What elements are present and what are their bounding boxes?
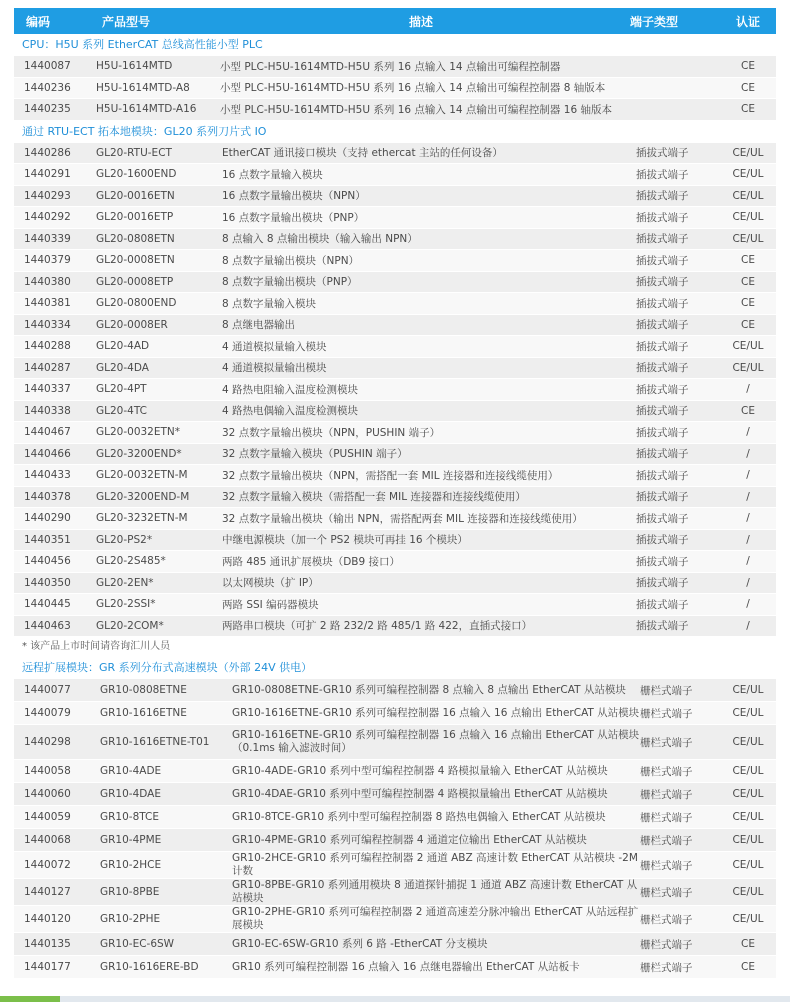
table-body [14,34,776,979]
cell-code: 1440456 [24,555,71,568]
cell-code: 1440059 [24,811,71,823]
cell-desc: GR10-2HCE-GR10 系列可编程控制器 2 通道 ABZ 高速计数 EtherCAT 从站模块 -2M 计数 [232,852,638,877]
table-row [14,906,776,933]
cell-desc: 两路串口模块（可扩 2 路 232/2 路 485/1 路 422，直插式接口） [222,620,533,633]
cell-code: 1440380 [24,275,71,288]
cell-term: 插拔式端子 [636,147,689,160]
cell-code: 1440079 [24,707,71,719]
cell-model: GR10-1616ERE-BD [100,961,199,973]
section-1 [14,34,776,121]
cell-cert: / [746,469,750,482]
cell-cert: CE [741,938,755,950]
cell-term: 插拔式端子 [636,598,689,611]
cell-desc: 小型 PLC-H5U-1614MTD-H5U 系列 16 点输入 14 点输出可编程控制器 16 轴版本 [220,103,612,116]
cell-desc: 小型 PLC-H5U-1614MTD-H5U 系列 16 点输入 14 点输出可编程控制器 8 轴版本 [220,82,606,95]
cell-desc: GR10-4ADE-GR10 系列中型可编程控制器 4 路模拟量输入 EtherCAT 从站模块 [232,764,608,777]
cell-code: 1440135 [24,938,71,950]
header-term: 端子类型 [630,14,679,29]
cell-desc: 32 点数字量输出模块（NPN，PUSHIN 端子） [222,426,441,439]
cell-model: GL20-3200END-M [96,490,190,503]
cell-desc: 8 点数字量输出模块（PNP） [222,276,358,289]
cell-code: 1440381 [24,297,71,310]
cell-model: H5U-1614MTD-A16 [96,103,197,116]
cell-term: 插拔式端子 [636,383,689,396]
cell-term: 栅栏式端子 [640,811,693,824]
cell-cert: CE/UL [732,765,764,777]
cell-desc: 4 通道模拟量输入模块 [222,340,327,353]
cell-term: 插拔式端子 [636,190,689,203]
cell-cert: / [746,555,750,568]
cell-desc: 16 点数字量输出模块（PNP） [222,211,365,224]
cell-term: 栅栏式端子 [640,938,693,951]
table-row [14,829,776,852]
table-row [14,760,776,783]
cell-model: GR10-EC-6SW [100,938,175,950]
section-title: 通过 RTU-ECT 拓本地模块：GL20 系列刀片式 IO [22,124,267,138]
cell-code: 1440127 [24,886,71,898]
cell-code: 1440433 [24,469,71,482]
cell-cert: / [746,447,750,460]
cell-cert: CE [741,275,755,288]
cell-code: 1440334 [24,318,71,331]
cell-code: 1440339 [24,232,71,245]
cell-term: 插拔式端子 [636,276,689,289]
cell-term: 插拔式端子 [636,512,689,525]
cell-desc: GR10-4PME-GR10 系列可编程控制器 4 通道定位输出 EtherCAT 从站模块 [232,833,587,846]
table-row [14,336,776,358]
cell-desc: 两路 SSI 编码器模块 [222,598,319,611]
cell-code: 1440379 [24,254,71,267]
cell-code: 1440293 [24,189,71,202]
cell-cert: CE/UL [732,340,764,353]
cell-desc: 8 点数字量输出模块（NPN） [222,254,360,267]
cell-desc: 16 点数字量输出模块（NPN） [222,190,366,203]
cell-model: GL20-0032ETN* [96,426,181,439]
product-table [14,8,776,979]
cell-desc: GR10-0808ETNE-GR10 系列可编程控制器 8 点输入 8 点输出 EtherCAT 从站模块 [232,683,626,696]
table-row [14,933,776,956]
cell-cert: CE [741,60,755,73]
cell-code: 1440292 [24,211,71,224]
cell-desc: 8 点输入 8 点输出模块（输入输出 NPN） [222,233,418,246]
table-row [14,594,776,616]
cell-cert: CE/UL [732,211,764,224]
table-row [14,143,776,165]
cell-code: 1440463 [24,619,71,632]
cell-desc: 小型 PLC-H5U-1614MTD-H5U 系列 16 点输入 14 点输出可编程控制器 [220,60,561,73]
cell-desc: 32 点数字量输出模块（输出 NPN，需搭配两套 MIL 连接器和连接线缆使用） [222,512,583,525]
footer-divider [60,996,790,1002]
cell-cert: CE [741,297,755,310]
table-row [14,422,776,444]
cell-code: 1440235 [24,103,71,116]
cell-code: 1440351 [24,533,71,546]
table-row [14,852,776,879]
cell-desc: GR10-4DAE-GR10 系列中型可编程控制器 4 路模拟量输出 EtherCAT 从站模块 [232,787,608,800]
cell-cert: CE/UL [732,168,764,181]
table-row [14,315,776,337]
cell-cert: CE [741,404,755,417]
cell-desc: 两路 485 通讯扩展模块（DB9 接口） [222,555,401,568]
cell-code: 1440466 [24,447,71,460]
cell-desc: 32 点数字量输入模块（需搭配一套 MIL 连接器和连接线缆使用） [222,491,526,504]
cell-code: 1440290 [24,512,71,525]
cell-term: 插拔式端子 [636,577,689,590]
table-row [14,99,776,121]
cell-model: GL20-PS2* [96,533,153,546]
header-code: 编码 [26,14,51,29]
cell-desc: 16 点数字量输入模块 [222,168,323,181]
cell-term: 栅栏式端子 [640,788,693,801]
cell-cert: CE [741,318,755,331]
cell-cert: CE/UL [732,788,764,800]
cell-code: 1440060 [24,788,71,800]
cell-code: 1440338 [24,404,71,417]
cell-cert: / [746,619,750,632]
cell-term: 插拔式端子 [636,340,689,353]
cell-cert: CE/UL [732,232,764,245]
cell-model: GR10-1616ETNE-T01 [100,736,210,748]
cell-desc: 4 路热电偶输入温度检测模块 [222,405,359,418]
table-row [14,725,776,760]
cell-desc: 以太网模块（扩 IP） [222,577,319,590]
cell-code: 1440236 [24,81,71,94]
cell-model: GL20-0008ETN [96,254,175,267]
cell-model: GR10-2HCE [100,859,162,871]
table-row [14,508,776,530]
table-header [14,8,776,34]
table-row [14,702,776,725]
cell-model: H5U-1614MTD [96,60,173,73]
cell-term: 插拔式端子 [636,233,689,246]
cell-term: 栅栏式端子 [640,736,693,749]
cell-cert: CE/UL [732,736,764,748]
table-row [14,956,776,979]
cell-term: 插拔式端子 [636,620,689,633]
cell-term: 插拔式端子 [636,254,689,267]
cell-desc: 32 点数字量输出模块（NPN，需搭配一套 MIL 连接器和连接线缆使用） [222,469,559,482]
cell-code: 1440298 [24,736,71,748]
cell-code: 1440068 [24,834,71,846]
cell-desc: 4 路热电阻输入温度检测模块 [222,383,359,396]
cell-term: 栅栏式端子 [640,834,693,847]
cell-code: 1440378 [24,490,71,503]
cell-term: 插拔式端子 [636,534,689,547]
cell-desc: GR10-EC-6SW-GR10 系列 6 路 -EtherCAT 分支模块 [232,937,488,950]
cell-model: GR10-4ADE [100,765,162,777]
cell-cert: CE/UL [732,811,764,823]
cell-code: 1440337 [24,383,71,396]
cell-desc: GR10-1616ETNE-GR10 系列可编程控制器 16 点输入 16 点输出 EtherCAT 从站模块 [232,706,640,719]
cell-desc: 4 通道模拟量输出模块 [222,362,327,375]
cell-cert: CE/UL [732,361,764,374]
cell-term: 插拔式端子 [636,555,689,568]
cell-code: 1440177 [24,961,71,973]
section-2 [14,121,776,658]
cell-model: GL20-4TC [96,404,147,417]
cell-term: 插拔式端子 [636,319,689,332]
cell-term: 插拔式端子 [636,297,689,310]
cell-model: GR10-8PBE [100,886,160,898]
table-row [14,78,776,100]
cell-code: 1440287 [24,361,71,374]
cell-term: 栅栏式端子 [640,913,693,926]
cell-code: 1440072 [24,859,71,871]
cell-model: GR10-1616ETNE [100,707,187,719]
cell-desc: 8 点数字量输入模块 [222,297,317,310]
cell-model: GL20-2S485* [96,555,166,568]
cell-term: 栅栏式端子 [640,961,693,974]
cell-model: GL20-4DA [96,361,149,374]
cell-desc: GR10-8PBE-GR10 系列通用模块 8 通道探针捕捉 1 通道 ABZ 高速计数 EtherCAT 从站模块 [232,879,638,904]
cell-desc: 32 点数字量输入模块（PUSHIN 端子） [222,448,408,461]
cell-term: 栅栏式端子 [640,707,693,720]
cell-cert: CE [741,961,755,973]
section-title: 远程扩展模块：GR 系列分布式高速模块（外部 24V 供电） [22,661,313,674]
table-row [14,465,776,487]
cell-model: H5U-1614MTD-A8 [96,81,190,94]
cell-cert: / [746,598,750,611]
table-row [14,229,776,251]
cell-desc: 8 点继电器输出 [222,319,296,332]
cell-cert: CE/UL [732,859,764,871]
cell-model: GL20-3200END* [96,447,182,460]
cell-code: 1440288 [24,340,71,353]
cell-code: 1440058 [24,765,71,777]
cell-code: 1440467 [24,426,71,439]
cell-model: GL20-0016ETP [96,211,174,224]
cell-term: 插拔式端子 [636,211,689,224]
cell-model: GR10-4PME [100,834,162,846]
table-row [14,56,776,78]
cell-code: 1440350 [24,576,71,589]
table-row [14,401,776,423]
cell-cert: CE/UL [732,886,764,898]
table-row [14,551,776,573]
cell-model: GL20-0808ETN [96,232,175,245]
cell-cert: CE [741,254,755,267]
cell-model: GR10-2PHE [100,913,161,925]
table-row [14,293,776,315]
cell-code: 1440120 [24,913,71,925]
cell-model: GL20-2EN* [96,576,154,589]
cell-model: GL20-0008ETP [96,275,174,288]
cell-term: 栅栏式端子 [640,886,693,899]
cell-code: 1440286 [24,146,71,159]
cell-cert: / [746,383,750,396]
cell-desc: GR10-8TCE-GR10 系列中型可编程控制器 8 路热电偶输入 EtherCAT 从站模块 [232,810,606,823]
cell-term: 插拔式端子 [636,405,689,418]
cell-cert: CE/UL [732,913,764,925]
cell-term: 插拔式端子 [636,491,689,504]
table-row [14,272,776,294]
cell-desc: GR10-1616ETNE-GR10 系列可编程控制器 16 点输入 16 点输出 EtherCAT 从站模块（0.1ms 输入滤波时间） [232,729,640,754]
table-row [14,783,776,806]
table-row [14,573,776,595]
cell-model: GL20-1600END [96,168,177,181]
table-row [14,207,776,229]
table-row [14,616,776,638]
cell-code: 1440445 [24,598,71,611]
cell-cert: / [746,576,750,589]
cell-term: 栅栏式端子 [640,859,693,872]
cell-term: 插拔式端子 [636,469,689,482]
cell-cert: / [746,426,750,439]
header-cert: 认证 [735,14,760,29]
cell-model: GL20-4PT [96,383,147,396]
cell-cert: CE [741,81,755,94]
table-row [14,879,776,906]
table-row [14,250,776,272]
table-row [14,444,776,466]
table-row [14,530,776,552]
cell-cert: CE/UL [732,189,764,202]
cell-model: GL20-3232ETN-M [96,512,188,525]
cell-model: GR10-4DAE [100,788,161,800]
cell-term: 插拔式端子 [636,168,689,181]
cell-code: 1440087 [24,60,71,73]
cell-code: 1440077 [24,684,71,696]
cell-cert: CE [741,103,755,116]
cell-desc: 中继电源模块（加一个 PS2 模块可再挂 16 个模块） [222,534,468,547]
cell-desc: GR10 系列可编程控制器 16 点输入 16 点继电器输出 EtherCAT 从站板卡 [232,960,580,973]
cell-model: GL20-4AD [96,340,150,353]
cell-cert: CE/UL [732,146,764,159]
table-row [14,358,776,380]
section-3 [14,657,776,979]
cell-model: GL20-2COM* [96,619,164,632]
table-row [14,806,776,829]
cell-code: 1440291 [24,168,71,181]
cell-model: GR10-0808ETNE [100,684,187,696]
cell-model: GL20-2SSI* [96,598,156,611]
cell-model: GL20-0008ER [96,318,168,331]
cell-term: 插拔式端子 [636,426,689,439]
footnote: * 该产品上市时间请咨询汇川人员 [22,641,171,652]
cell-model: GL20-0016ETN [96,189,175,202]
cell-term: 栅栏式端子 [640,765,693,778]
cell-desc: GR10-2PHE-GR10 系列可编程控制器 2 通道高速差分脉冲输出 EtherCAT 从站远程扩展模块 [232,906,639,931]
table-row [14,679,776,702]
cell-cert: / [746,512,750,525]
table-row [14,186,776,208]
cell-term: 栅栏式端子 [640,684,693,697]
cell-model: GL20-RTU-ECT [96,146,172,159]
cell-model: GL20-0800END [96,297,177,310]
cell-desc: EtherCAT 通讯接口模块（支持 ethercat 主站的任何设备） [222,147,503,160]
cell-term: 插拔式端子 [636,448,689,461]
table-row [14,379,776,401]
cell-cert: CE/UL [732,684,764,696]
cell-model: GR10-8TCE [100,811,160,823]
table-row [14,164,776,186]
cell-cert: CE/UL [732,834,764,846]
header-model: 产品型号 [102,14,151,29]
cell-model: GL20-0032ETN-M [96,469,188,482]
table-row [14,487,776,509]
cell-cert: / [746,490,750,503]
cell-term: 插拔式端子 [636,362,689,375]
section-title: CPU：H5U 系列 EtherCAT 总线高性能小型 PLC [22,38,263,51]
cell-cert: / [746,533,750,546]
cell-cert: CE/UL [732,707,764,719]
header-desc: 描述 [408,14,433,29]
